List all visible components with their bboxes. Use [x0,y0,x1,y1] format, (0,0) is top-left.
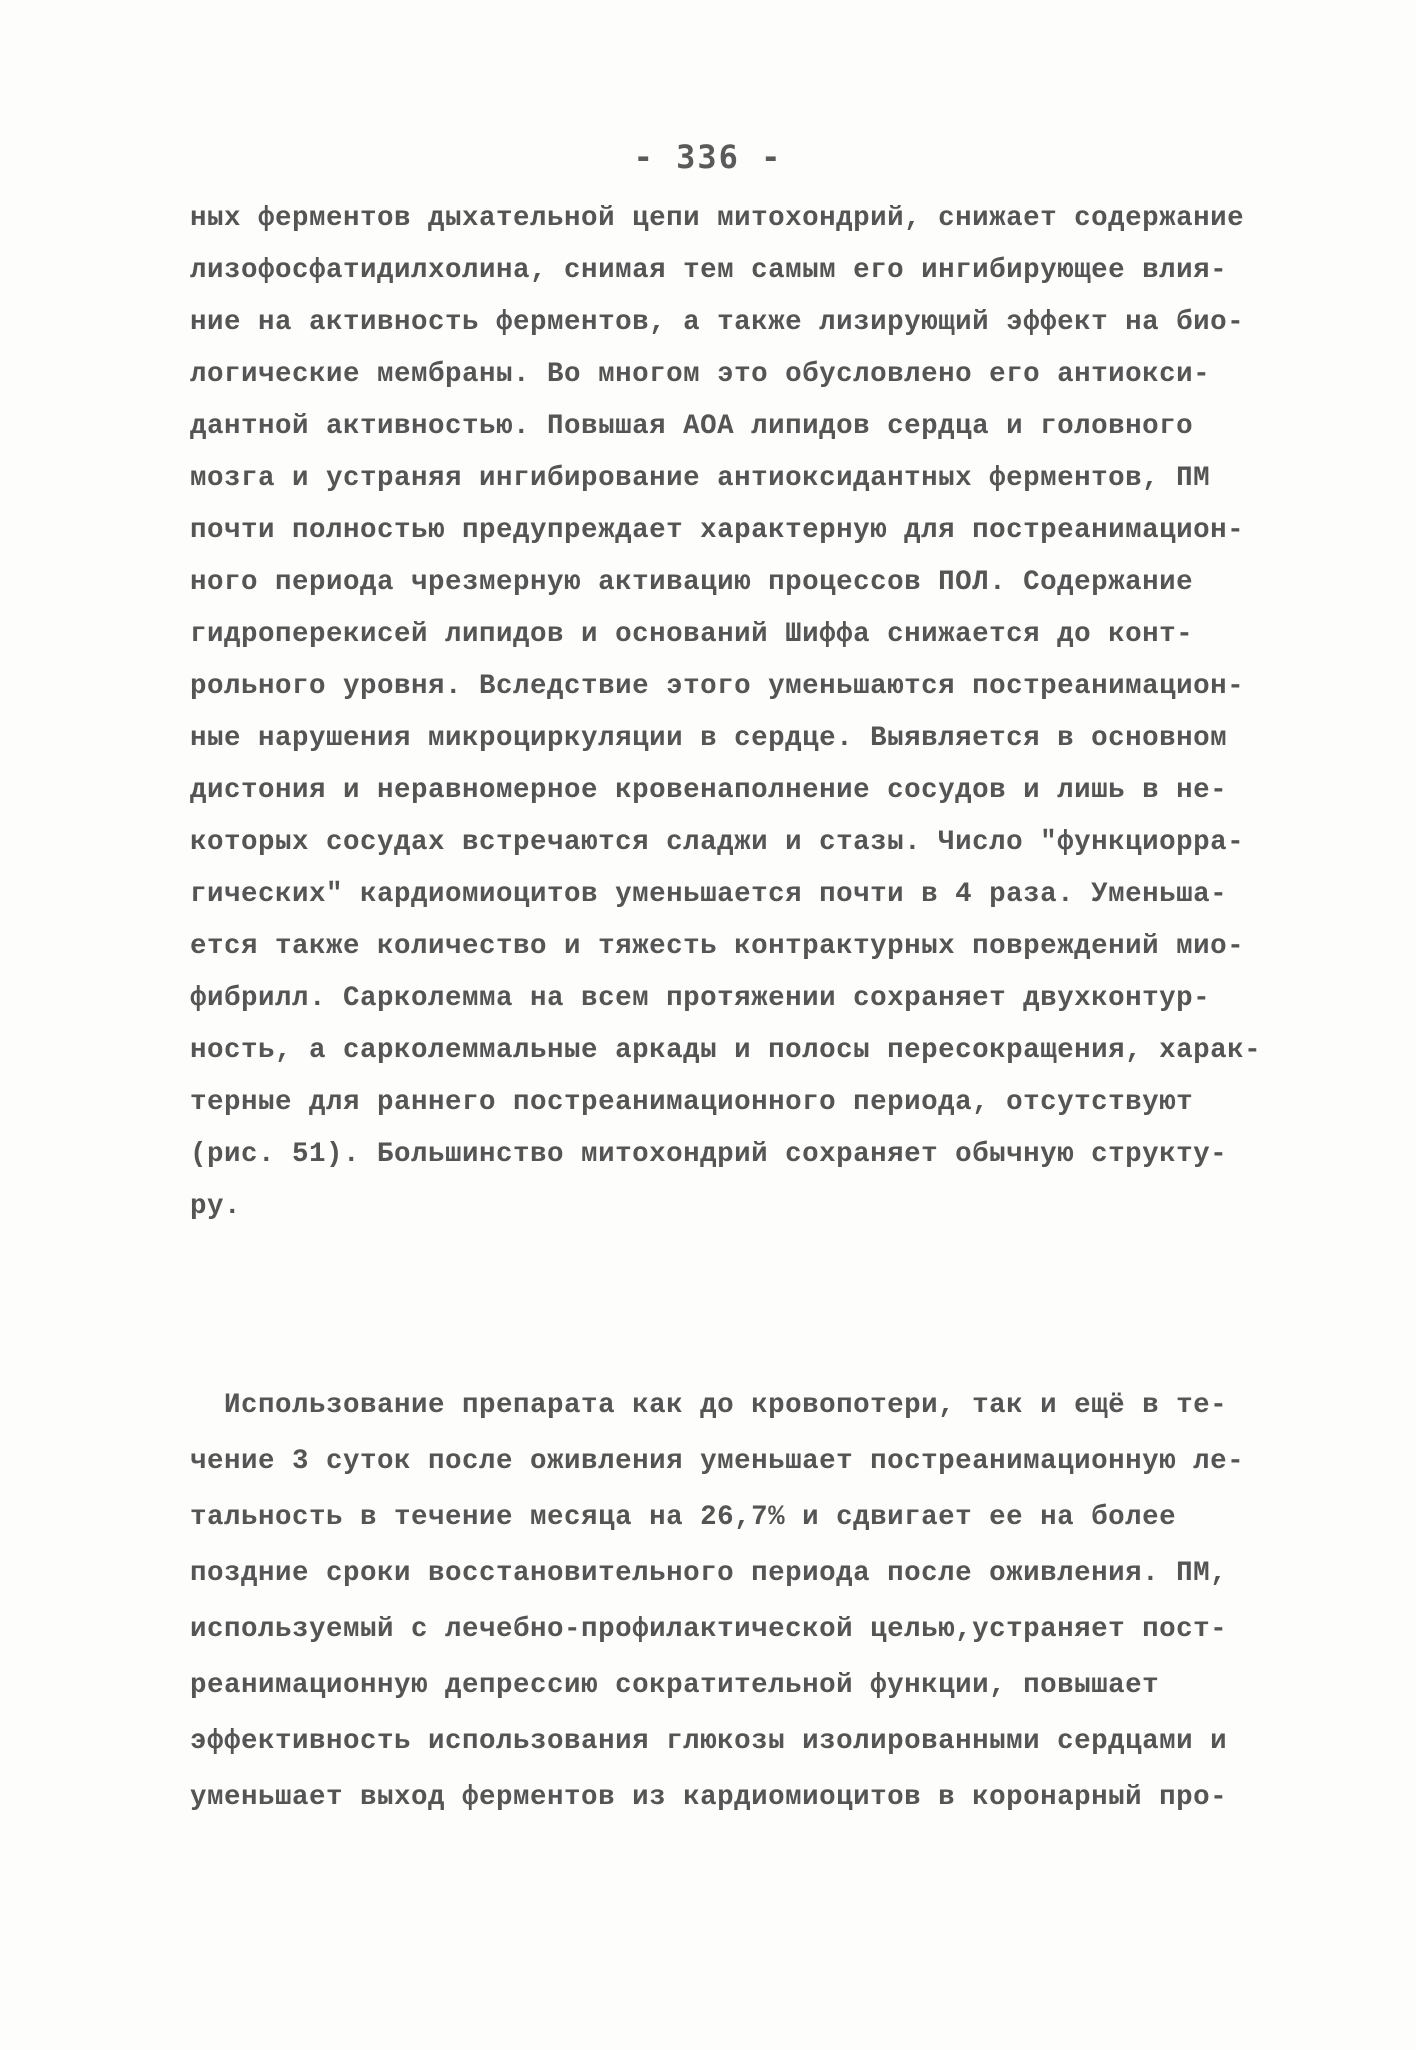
text-line: уменьшает выход ферментов из кардиомиоцитов в коронарный про- [190,1782,1228,1813]
paragraph-1 [190,193,1280,1233]
text-line: почти полностью предупреждает характерную для постреанимацион- [190,515,1245,546]
text-line: гических" кардиомиоцитов уменьшается почти в 4 раза. Уменьша- [190,879,1228,910]
text-line: ру. [190,1191,242,1222]
text-line: фибрилл. Сарколемма на всем протяжении сохраняет двухконтур- [190,983,1211,1014]
text-line: логические мембраны. Во многом это обусловлено его антиокси- [190,359,1211,390]
text-line: (рис. 51). Большинство митохондрий сохраняет обычную структу- [190,1139,1228,1170]
text-line: ется также количество и тяжесть контрактурных повреждений мио- [190,931,1245,962]
text-line: ные нарушения микроциркуляции в сердце. Выявляется в основном [190,723,1228,754]
text-line: поздние сроки восстановительного периода после оживления. ПМ, [190,1558,1228,1589]
text-line: Использование препарата как до кровопотери, так и ещё в те- [190,1390,1228,1421]
text-line: гидроперекисей липидов и оснований Шиффа снижается до конт- [190,619,1194,650]
text-line: ного периода чрезмерную активацию процессов ПОЛ. Содержание [190,567,1194,598]
page-number: - 336 - [633,138,783,176]
text-line: терные для раннего постреанимационного периода, отсутствуют [190,1087,1194,1118]
text-line: реанимационную депрессию сократительной функции, повышает [190,1670,1160,1701]
text-line: эффективность использования глюкозы изолированными сердцами и [190,1726,1228,1757]
text-line: лизофосфатидилхолина, снимая тем самым его ингибирующее влия- [190,255,1228,286]
text-line: дантной активностью. Повышая АОА липидов сердца и головного [190,411,1194,442]
text-line: дистония и неравномерное кровенаполнение сосудов и лишь в не- [190,775,1228,806]
text-line: ных ферментов дыхательной цепи митохондрий, снижает содержание [190,203,1245,234]
text-line: используемый с лечебно-профилактической целью,устраняет пост- [190,1614,1228,1645]
text-line: ние на активность ферментов, а также лизирующий эффект на био- [190,307,1245,338]
text-line: ность, а сарколеммальные аркады и полосы пересокращения, харак- [190,1035,1262,1066]
text-line: мозга и устраняя ингибирование антиоксидантных ферментов, ПМ [190,463,1211,494]
text-line: чение 3 суток после оживления уменьшает постреанимационную ле- [190,1446,1245,1477]
text-line: рольного уровня. Вследствие этого уменьшаются постреанимацион- [190,671,1245,702]
paragraph-2 [190,1378,1280,1826]
text-line: которых сосудах встречаются сладжи и стазы. Число "функциорра- [190,827,1245,858]
text-line: тальность в течение месяца на 26,7% и сдвигает ее на более [190,1502,1177,1533]
